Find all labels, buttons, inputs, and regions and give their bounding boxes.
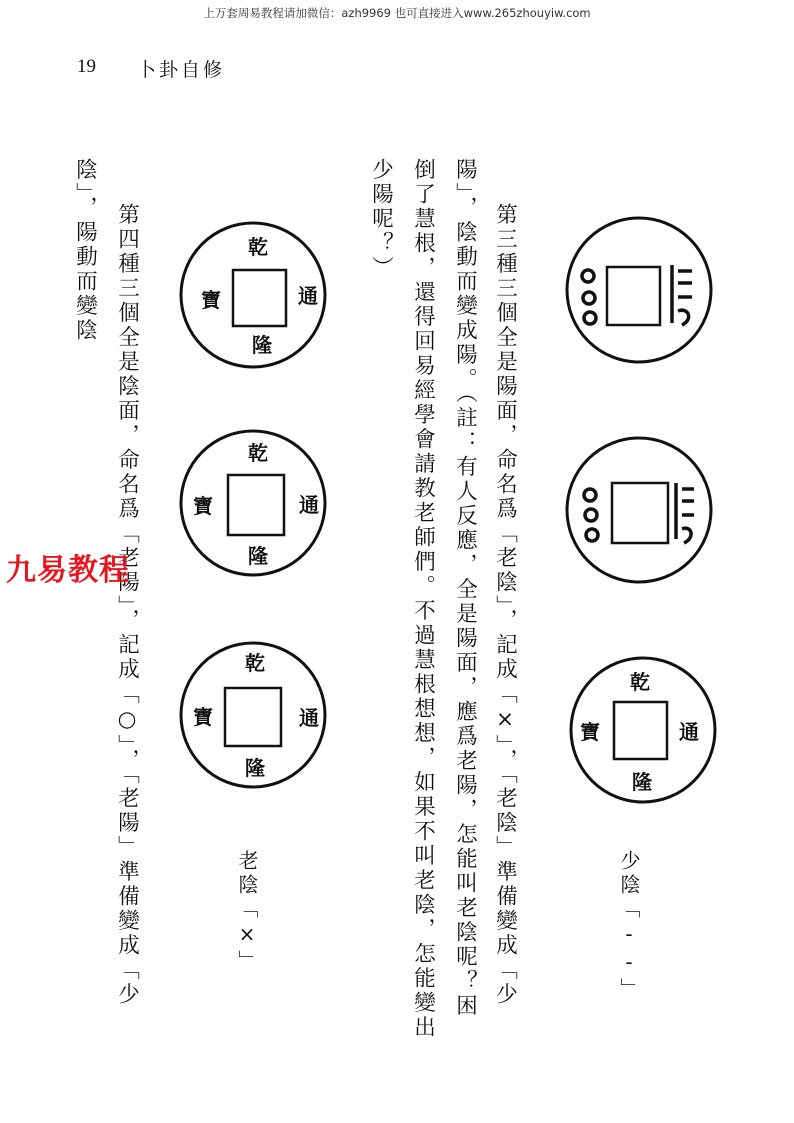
coin-yang-face xyxy=(178,220,328,370)
coin-char-right: 通 xyxy=(299,493,319,517)
manchu-script-right xyxy=(676,483,694,543)
coin-char-right: 通 xyxy=(298,284,318,308)
text-column-6: 陰」，陽動而變陰 xyxy=(72,158,98,344)
text-column-4: 少陽呢？） xyxy=(368,158,394,281)
coin-yin-face xyxy=(564,435,714,585)
top-banner: 上万套周易教程请加微信：azh9969 也可直接进入www.265zhouyiw.com xyxy=(203,6,591,20)
watermark: 九易教程 xyxy=(6,553,130,588)
book-title: 卜卦自修 xyxy=(137,59,226,81)
text-column-3: 倒了慧根，還得回易經學會請教老師們。不過慧根想想，如果不叫老陰，怎能變出 xyxy=(410,158,436,1040)
coin-yin-face xyxy=(564,215,714,365)
coin-char-right: 通 xyxy=(299,706,319,730)
manchu-script-left xyxy=(584,489,598,541)
coin-char-left: 寶 xyxy=(201,288,221,312)
coin-yang-face xyxy=(178,428,328,578)
coin-char-top: 乾 xyxy=(630,670,650,694)
coin-yang-face xyxy=(568,655,718,805)
manchu-script-right xyxy=(672,265,692,325)
coin-char-bottom: 隆 xyxy=(245,756,265,780)
caption-old-yin: 老陰「×」 xyxy=(235,850,259,974)
coin-char-top: 乾 xyxy=(248,441,268,465)
coin-char-bottom: 隆 xyxy=(248,544,268,568)
coin-yang-face xyxy=(178,640,328,790)
coin-char-bottom: 隆 xyxy=(252,333,272,357)
coin-char-left: 寶 xyxy=(193,494,213,518)
text-column-1: 第三種三個全是陽面，命名爲「老陰」，記成「×」，「老陰」準備變成「少 xyxy=(492,203,518,1008)
text-column-5: 第四種三個全是陰面，命名爲「老陽」，記成「○」，「老陽」準備變成「少 xyxy=(114,203,140,1008)
coin-char-bottom: 隆 xyxy=(632,770,652,794)
text-column-2: 陽」，陰動而變成陽。（註：有人反應，全是陽面，應爲老陽，怎能叫老陰呢？困 xyxy=(452,158,478,1019)
manchu-script-left xyxy=(582,270,596,324)
coin-char-right: 通 xyxy=(679,720,699,744)
coin-char-left: 寶 xyxy=(193,705,213,729)
caption-young-yin: 少陰「--」 xyxy=(617,850,641,1002)
coin-char-top: 乾 xyxy=(248,235,268,259)
page-number: 19 xyxy=(77,56,96,77)
coin-char-left: 寶 xyxy=(580,720,600,744)
coin-char-top: 乾 xyxy=(245,651,265,675)
